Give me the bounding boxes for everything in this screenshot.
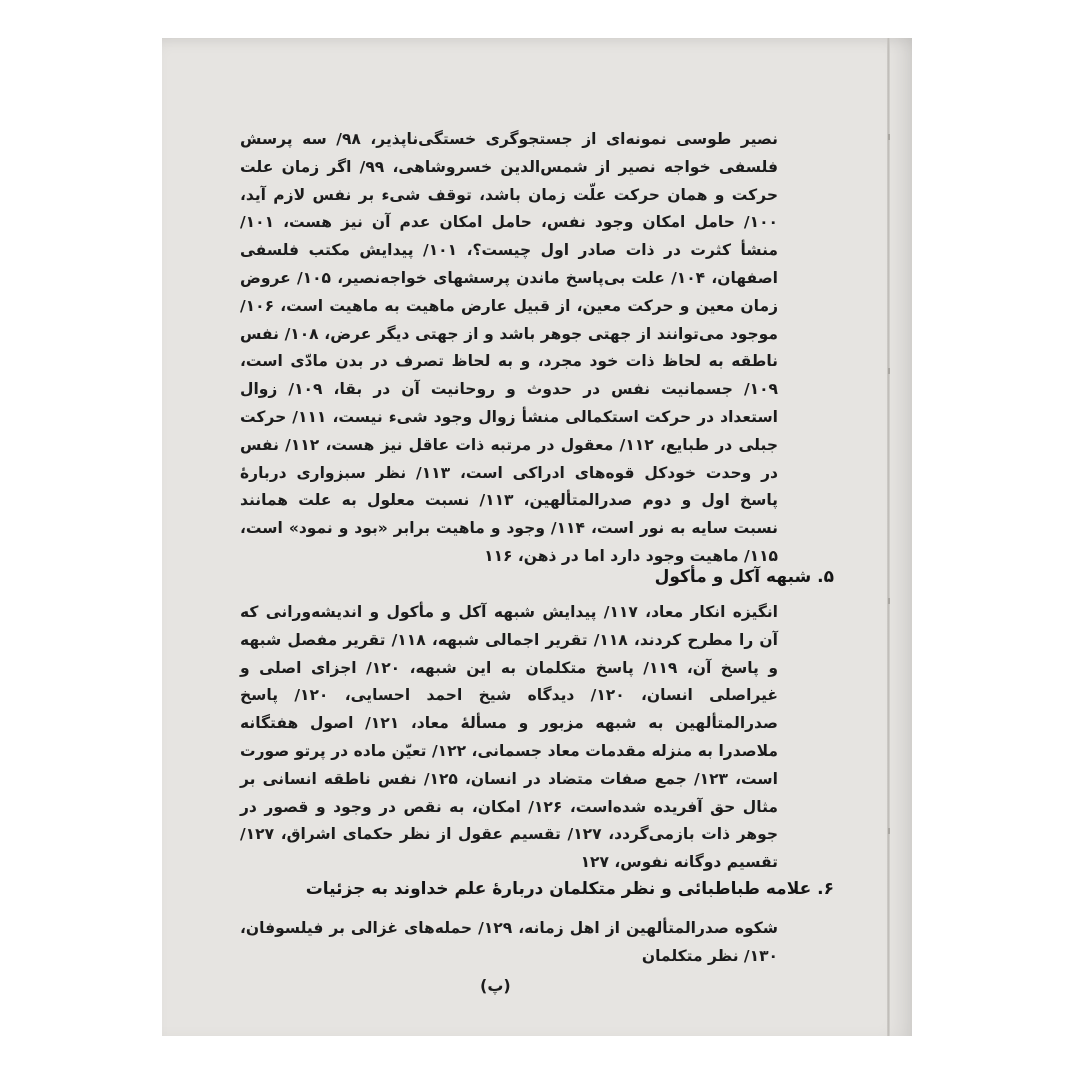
book-page bbox=[162, 38, 912, 1036]
binding-stitch bbox=[888, 368, 890, 374]
page-binding bbox=[887, 38, 890, 1036]
page-number: (پ) bbox=[480, 976, 511, 995]
binding-stitch bbox=[888, 598, 890, 604]
section-heading-6: ۶. علامه طباطبائی و نظر متکلمان دربارهٔ علم خداوند به جزئیات bbox=[305, 879, 834, 899]
paragraph-section-6: شکوه صدرالمتألهین از اهل زمانه، ۱۲۹/ حمله‌های غزالی بر فیلسوفان، ۱۳۰/ نظر متکلمان bbox=[240, 919, 778, 965]
paragraph-section-4: نصیر طوسی نمونه‌ای از جستجوگری خستگی‌ناپذیر، ۹۸/ سه پرسش فلسفی خواجه نصیر از شمس‌الدین خسروشاهی، ۹۹/ اگر زمان علت حرکت و همان حرکت علّت زمان باشد، توقف شیء بر نفس لازم آید، ۱۰۰/ حامل امکان وجود نفس، حامل امکان عدم آن نیز هست، ۱۰۱/ منشأ کثرت در ذات صادر اول چیست؟، ۱۰۱/ پیدایش مکتب فلسفی اصفهان، ۱۰۴/ علت بی‌پاسخ ماندن پرسشهای خواجه‌نصیر، ۱۰۵/ عروض زمان معین و حرکت معین، از قبیل عارض ماهیت به ماهیت است، ۱۰۶/ موجود می‌توانند از جهتی جوهر باشد و از جهتی دیگر عرض، ۱۰۸/ نفس ناطقه به لحاظ ذات خود مجرد، و به لحاظ تصرف در بدن مادّی است، ۱۰۹/ جسمانیت نفس در حدوث و روحانیت آن در بقا، ۱۰۹/ زوال استعداد در حرکت استکمالی منشأ زوال وجود شیء نیست، ۱۱۱/ حرکت جبلی در طبایع، ۱۱۲/ معقول در مرتبه ذات عاقل نیز هست، ۱۱۲/ نفس در وحدت خودکل قوه‌های ادراکی است، ۱۱۳/ نظر سبزواری دربارهٔ پاسخ اول و دوم صدرالمتألهین، ۱۱۳/ نسبت معلول به علت همانند نسبت سایه به نور است، ۱۱۴/ وجود و ماهیت برابر «بود و نمود» است، ۱۱۵/ ماهیت وجود دارد اما در ذهن، ۱۱۶ bbox=[240, 130, 778, 565]
binding-stitch bbox=[888, 134, 890, 140]
section-heading-5: ۵. شبهه آکل و مأکول bbox=[654, 567, 834, 587]
binding-stitch bbox=[888, 828, 890, 834]
paragraph-section-5: انگیزه انکار معاد، ۱۱۷/ پیدایش شبهه آکل و مأکول و اندیشه‌ورانی که آن را مطرح کردند، ۱۱۸/ تقریر اجمالی شبهه، ۱۱۸/ تقریر مفصل شبهه و پاسخ آن، ۱۱۹/ پاسخ متکلمان به این شبهه، ۱۲۰/ اجزای اصلی و غیراصلی انسان، ۱۲۰/ دیدگاه شیخ احمد احسایی، ۱۲۰/ پاسخ صدرالمتألهین به شبهه مزبور و مسألهٔ معاد، ۱۲۱/ اصول هفتگانه ملاصدرا به منزله مقدمات معاد جسمانی، ۱۲۲/ تعیّن ماده در پرتو صورت است، ۱۲۳/ جمع صفات متضاد در انسان، ۱۲۵/ نفس ناطقه انسانی بر مثال حق آفریده شده‌است، ۱۲۶/ امکان، به نقص در وجود و قصور در جوهر ذات بازمی‌گردد، ۱۲۷/ تقسیم عقول از نظر حکمای اشراق، ۱۲۷/ تقسیم دوگانه نفوس، ۱۲۷ bbox=[240, 603, 779, 872]
